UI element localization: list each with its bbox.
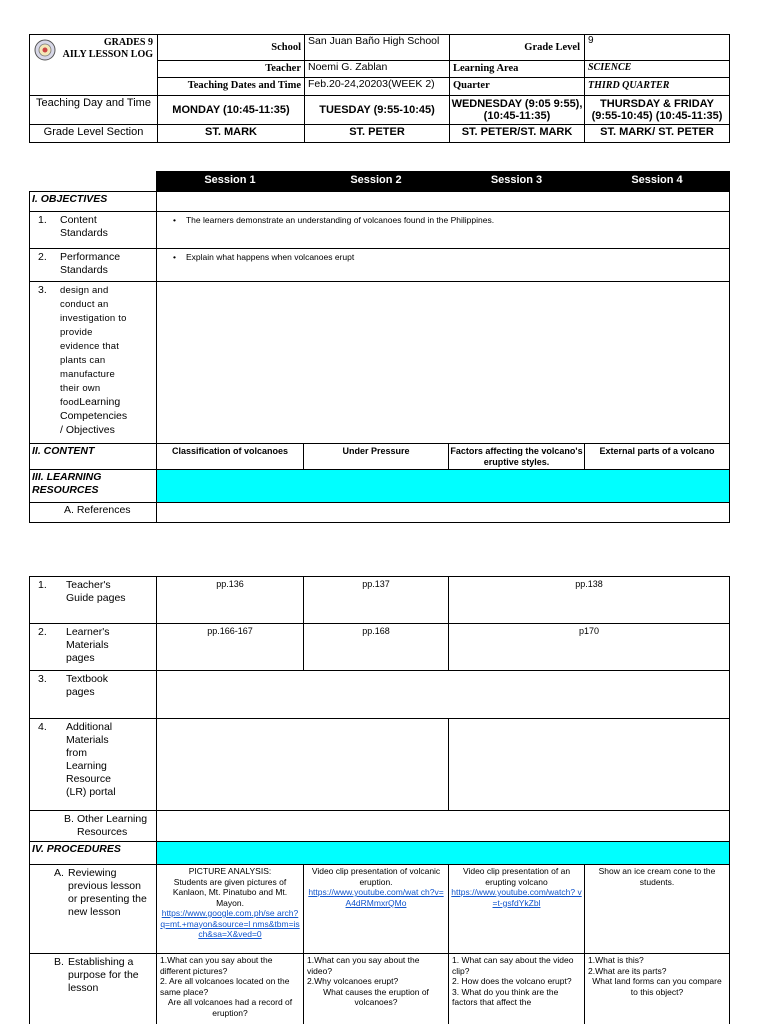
dates-label: Teaching Dates and Time (158, 78, 305, 96)
bullet-icon: • (173, 252, 176, 262)
session-4-header: Session 4 (585, 172, 730, 192)
tg-session-3-4: pp.138 (449, 577, 730, 624)
content-heading: II. CONTENT (30, 444, 157, 470)
purpose-session-4: 1.What is this? 2.What are its parts? What land forms can you compare to this object? (585, 954, 730, 1024)
review-session-3: Video clip presentation of an erupting volcano https://www.youtube.com/watch? v=t-gsfdYkZbl (449, 865, 585, 954)
resources-procedures-table (29, 576, 730, 1024)
performance-standards-text: • Explain what happens when volcanoes erupt (157, 249, 730, 282)
additional-materials-label: 4. Additional Materials from Learning Resource (LR) portal (30, 719, 157, 811)
review-s1-link[interactable]: https://www.google.com.ph/se arch?q=mt.+mayon&source=l nms&tbm=isch&sa=X&ved=0 (160, 908, 300, 939)
purpose-session-3: 1. What can say about the video clip? 2. How does the volcano erupt? 3. What do you think are the factors that affect the (449, 954, 585, 1024)
session-2-header: Session 2 (304, 172, 449, 192)
review-session-2: Video clip presentation of volcanic eruption. https://www.youtube.com/wat ch?v=A4dRMmxrQMo (304, 865, 449, 954)
logo-cell (30, 35, 158, 96)
topic-session-2: Under Pressure (304, 444, 449, 470)
section-tuesday: ST. PETER (305, 125, 450, 143)
quarter-label: Quarter (450, 78, 585, 96)
dates-value: Feb.20-24,20203(WEEK 2) (305, 78, 450, 96)
performance-standards-label: 2. Performance Standards (30, 249, 157, 282)
review-session-4: Show an ice cream cone to the students. (585, 865, 730, 954)
grades-label: GRADES 9 (103, 37, 153, 48)
topic-session-1: Classification of volcanoes (157, 444, 304, 470)
bullet-icon: • (173, 215, 176, 225)
reviewing-label: A. Reviewing previous lesson or presenting the new lesson (30, 865, 157, 954)
lm-session-2: pp.168 (304, 624, 449, 671)
competencies-label: 3. design and conduct an investigation to provide evidence that plants can manufacture their own foodLearning Competencies / Objectives (30, 282, 157, 444)
tg-session-2: pp.137 (304, 577, 449, 624)
purpose-label: B. Establishing a purpose for the lesson (30, 954, 157, 1024)
school-label: School (158, 35, 305, 61)
purpose-session-2: 1.What can you say about the video? 2.Why volcanoes erupt? What causes the eruption of volcanoes? (304, 954, 449, 1024)
objectives-table (29, 171, 730, 523)
tg-session-1: pp.136 (157, 577, 304, 624)
objectives-heading: I. OBJECTIVES (30, 192, 157, 212)
session-3-header: Session 3 (449, 172, 585, 192)
quarter-value: THIRD QUARTER (585, 78, 730, 96)
review-s2-link[interactable]: https://www.youtube.com/wat ch?v=A4dRMmxrQMo (308, 887, 444, 908)
teachers-guide-label: 1. Teacher's Guide pages (30, 577, 157, 624)
learning-area-value: SCIENCE (585, 61, 730, 78)
topic-session-3: Factors affecting the volcano's eruptive styles. (449, 444, 585, 470)
textbook-label: 3. Textbook pages (30, 671, 157, 719)
review-s3-link[interactable]: https://www.youtube.com/watch? v=t-gsfdYkZbl (451, 887, 582, 908)
header-table (29, 34, 730, 143)
lm-session-3-4: p170 (449, 624, 730, 671)
topic-session-4: External parts of a volcano (585, 444, 730, 470)
content-standards-text: • The learners demonstrate an understanding of volcanoes found in the Philippines. (157, 212, 730, 249)
learners-materials-label: 2. Learner's Materials pages (30, 624, 157, 671)
session-1-header: Session 1 (157, 172, 304, 192)
section-monday: ST. MARK (158, 125, 305, 143)
other-resources-label: B. Other Learning Resources (30, 811, 157, 842)
log-title: AILY LESSON LOG (62, 49, 153, 60)
teacher-value: Noemi G. Zablan (305, 61, 450, 78)
purpose-session-1: 1.What can you say about the different pictures? 2. Are all volcanoes located on the same place? Are all volcanoes had a record of eruption? (157, 954, 304, 1024)
content-standards-label: 1. Content Standards (30, 212, 157, 249)
school-value: San Juan Baño High School (305, 35, 450, 61)
day-thursday-friday: THURSDAY & FRIDAY (9:55-10:45) (10:45-11:35) (585, 96, 730, 125)
day-time-label: Teaching Day and Time (30, 96, 158, 125)
learning-resources-heading: III. LEARNING RESOURCES (30, 470, 157, 503)
grade-level-label: Grade Level (450, 35, 585, 61)
day-wednesday: WEDNESDAY (9:05 9:55), (10:45-11:35) (450, 96, 585, 125)
procedures-heading: IV. PROCEDURES (30, 842, 157, 865)
section-thursday-friday: ST. MARK/ ST. PETER (585, 125, 730, 143)
day-monday: MONDAY (10:45-11:35) (158, 96, 305, 125)
review-session-1: PICTURE ANALYSIS: Students are given pictures of Kanlaon, Mt. Pinatubo and Mt. Mayon. https://www.google.com.ph/se arch?q=mt.+mayon&source=l nms&tbm=isch&sa=X&ved=0 (157, 865, 304, 954)
lm-session-1: pp.166-167 (157, 624, 304, 671)
deped-seal-icon (34, 39, 56, 61)
day-tuesday: TUESDAY (9:55-10:45) (305, 96, 450, 125)
section-wednesday: ST. PETER/ST. MARK (450, 125, 585, 143)
references-label: A. References (30, 503, 157, 523)
grade-level-value: 9 (585, 35, 730, 61)
learning-area-label: Learning Area (450, 61, 585, 78)
section-label: Grade Level Section (30, 125, 158, 143)
teacher-label: Teacher (158, 61, 305, 78)
